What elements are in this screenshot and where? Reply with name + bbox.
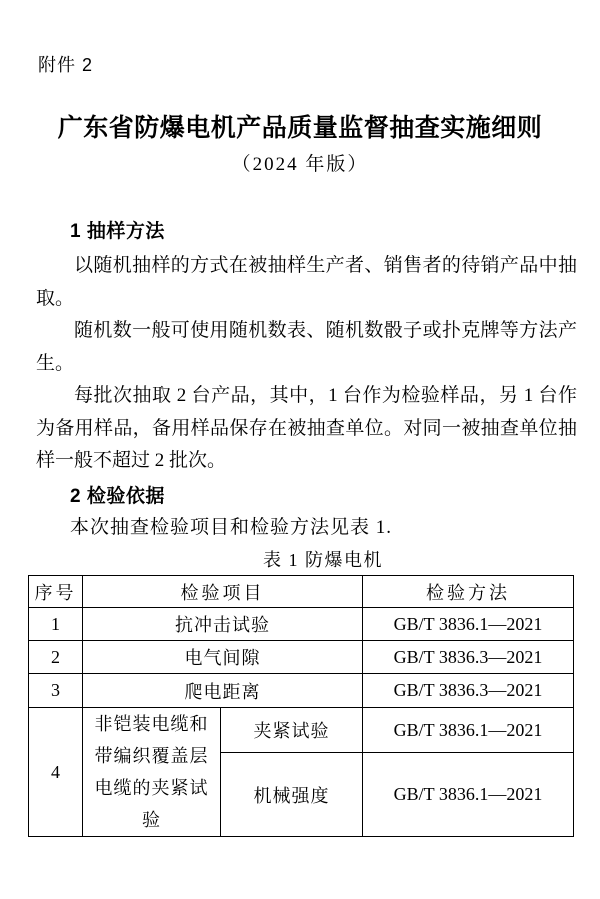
- cell-inspection-item: 电气间隙: [83, 641, 363, 674]
- cell-inspection-method: GB/T 3836.1—2021: [363, 708, 574, 753]
- table-caption: 表 1 防爆电机: [263, 550, 383, 570]
- cell-inspection-method: GB/T 3836.3—2021: [363, 674, 574, 708]
- document-subtitle: （2024 年版）: [231, 154, 369, 175]
- cell-inspection-item: 爬电距离: [83, 674, 363, 708]
- body-line: 样一般不超过 2 批次。: [36, 450, 227, 471]
- cell-serial-no: 3: [29, 674, 83, 708]
- cell-inspection-method: GB/T 3836.3—2021: [363, 641, 574, 674]
- table-intro-text: 本次抽查检验项目和检验方法见表 1.: [70, 517, 393, 538]
- body-line: 每批次抽取 2 台产品，其中，1 台作为检验样品，另 1 台作: [74, 385, 577, 406]
- cell-inspection-item-group: 非铠装电缆和带编织覆盖层电缆的夹紧试验: [83, 708, 221, 837]
- sampling-method-paragraphs: [36, 250, 577, 478]
- attachment-label: 附件 2: [38, 55, 94, 75]
- cell-serial-no: 4: [29, 708, 83, 837]
- cell-inspection-subitem: 夹紧试验: [221, 708, 363, 753]
- cell-inspection-method: GB/T 3836.1—2021: [363, 753, 574, 837]
- table-row: [29, 674, 574, 708]
- cell-inspection-subitem: 机械强度: [221, 753, 363, 837]
- document-title: 广东省防爆电机产品质量监督抽查实施细则: [57, 115, 543, 142]
- header-cell-inspection-item: 检验项目: [83, 576, 363, 608]
- cell-inspection-item: 抗冲击试验: [83, 608, 363, 641]
- inspection-items-table: [28, 575, 574, 837]
- body-line: 随机数一般可使用随机数表、随机数骰子或扑克牌等方法产: [74, 320, 577, 341]
- body-line: 为备用样品，备用样品保存在被抽查单位。对同一被抽查单位抽: [36, 417, 577, 439]
- header-cell-inspection-method: 检验方法: [363, 576, 574, 608]
- body-line: 生。: [36, 352, 75, 374]
- section-heading-inspection-basis: 2 检验依据: [70, 486, 165, 507]
- cell-inspection-method: GB/T 3836.1—2021: [363, 608, 574, 641]
- table-row: [29, 641, 574, 674]
- cell-serial-no: 1: [29, 608, 83, 641]
- cell-serial-no: 2: [29, 641, 83, 674]
- table-row: [29, 708, 574, 753]
- header-cell-serial-no: 序号: [29, 576, 83, 608]
- section-heading-sampling-method: 1 抽样方法: [70, 221, 165, 242]
- body-line: 以随机抽样的方式在被抽样生产者、销售者的待销产品中抽: [74, 255, 577, 276]
- table-header-row: [29, 576, 574, 608]
- body-line: 取。: [36, 287, 75, 309]
- table-row: [29, 608, 574, 641]
